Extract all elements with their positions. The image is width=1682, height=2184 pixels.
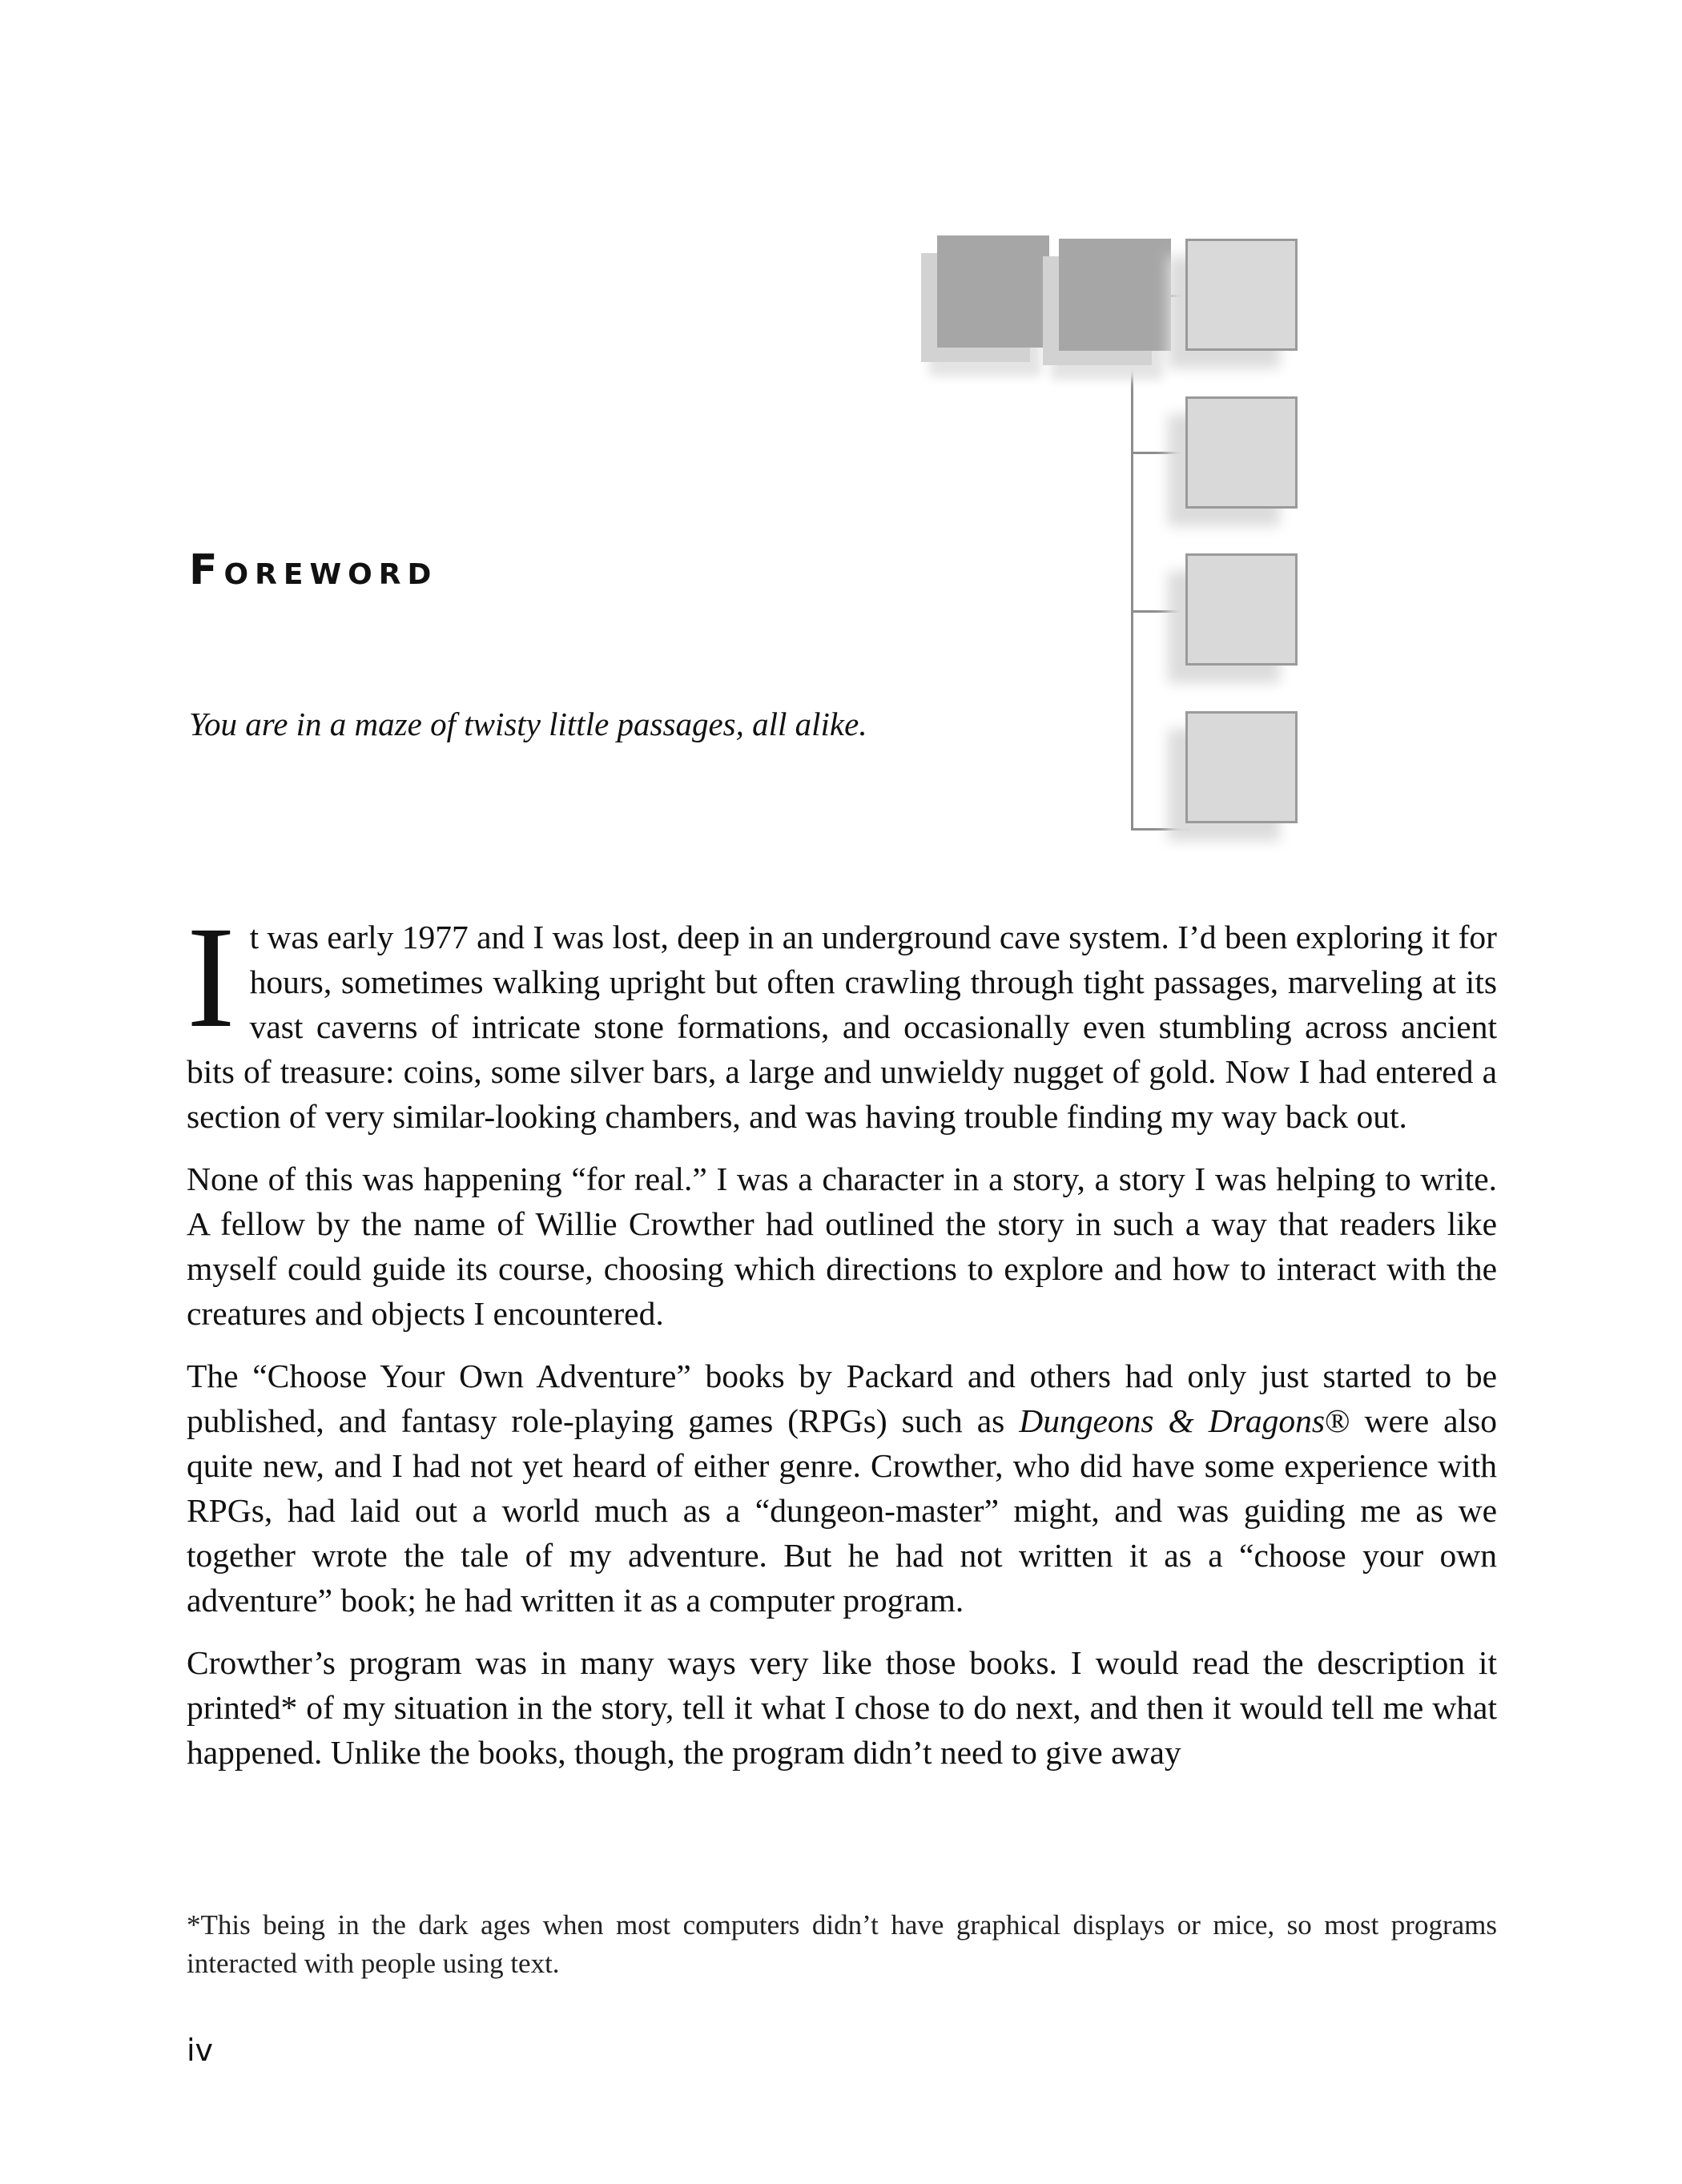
body-text bbox=[187, 897, 1497, 1792]
connector-line bbox=[1131, 610, 1190, 613]
connector-line bbox=[1131, 828, 1190, 831]
registered-mark: ® bbox=[1325, 1402, 1350, 1439]
connector-line bbox=[1131, 452, 1190, 454]
epigraph: You are in a maze of twisty little passages, all alike. bbox=[189, 706, 867, 742]
drop-cap: I bbox=[187, 897, 235, 1058]
paragraph: None of this was happening “for real.” I was a character in a story, a story I was helping to write. A fellow by the name of Willie Crowther had outlined the story in such a way that readers like myself could guide its course, choosing which directions to explore and how to interact with the creatures and objects I encountered. bbox=[187, 1160, 1497, 1332]
paragraph: Crowther’s program was in many ways very like those books. I would read the description it printed* of my situation in the story, tell it what I chose to do next, and then it would tell me what happened. Unlike the books, though, the program didn’t need to give away bbox=[187, 1644, 1497, 1771]
maze-room-box bbox=[1185, 239, 1298, 351]
paragraph-text: The “Choose Your Own Adventure” books by Packard and others had only just started to be published, and fantasy role-playing games (RPGs) such as bbox=[187, 1357, 1497, 1439]
maze-diagram-illustration bbox=[945, 216, 1522, 873]
paragraph bbox=[187, 1353, 1497, 1623]
paragraph-text: t was early 1977 and I was lost, deep in an underground cave system. I’d been exploring it for hours, sometimes walking upright but often crawling through tight passages, marveling at its vast caverns of intricate stone formations, and occasionally even stumbling across ancient bits of treasure: coins, some silver bars, a large and unwieldy nugget of gold. Now I had entered a section of very similar-looking chambers, and was having trouble finding my way back out. bbox=[187, 919, 1497, 1135]
maze-room-box bbox=[1185, 553, 1298, 666]
maze-room-box bbox=[1185, 396, 1298, 509]
paragraph bbox=[187, 897, 1497, 1139]
maze-room-box bbox=[1185, 711, 1298, 823]
maze-room-box bbox=[1059, 239, 1171, 351]
paragraph-text: were also quite new, and I had not yet heard of either genre. Crowther, who did have some experience with RPGs, had laid out a world much as a “dungeon-master” might, and was guiding me as we together wrote the tale of my adventure. But he had not written it as a “choose your own adventure” book; he had written it as a computer program. bbox=[187, 1402, 1497, 1619]
game-title: Dungeons & Dragons bbox=[1019, 1402, 1326, 1439]
footnote: *This being in the dark ages when most computers didn’t have graphical displays or mice, so most programs interacted with people using text. bbox=[187, 1909, 1497, 1979]
chapter-title: Foreword bbox=[189, 546, 438, 594]
page-number: iv bbox=[187, 2033, 214, 2068]
connector-line bbox=[1131, 351, 1133, 830]
maze-room-box bbox=[937, 235, 1049, 348]
